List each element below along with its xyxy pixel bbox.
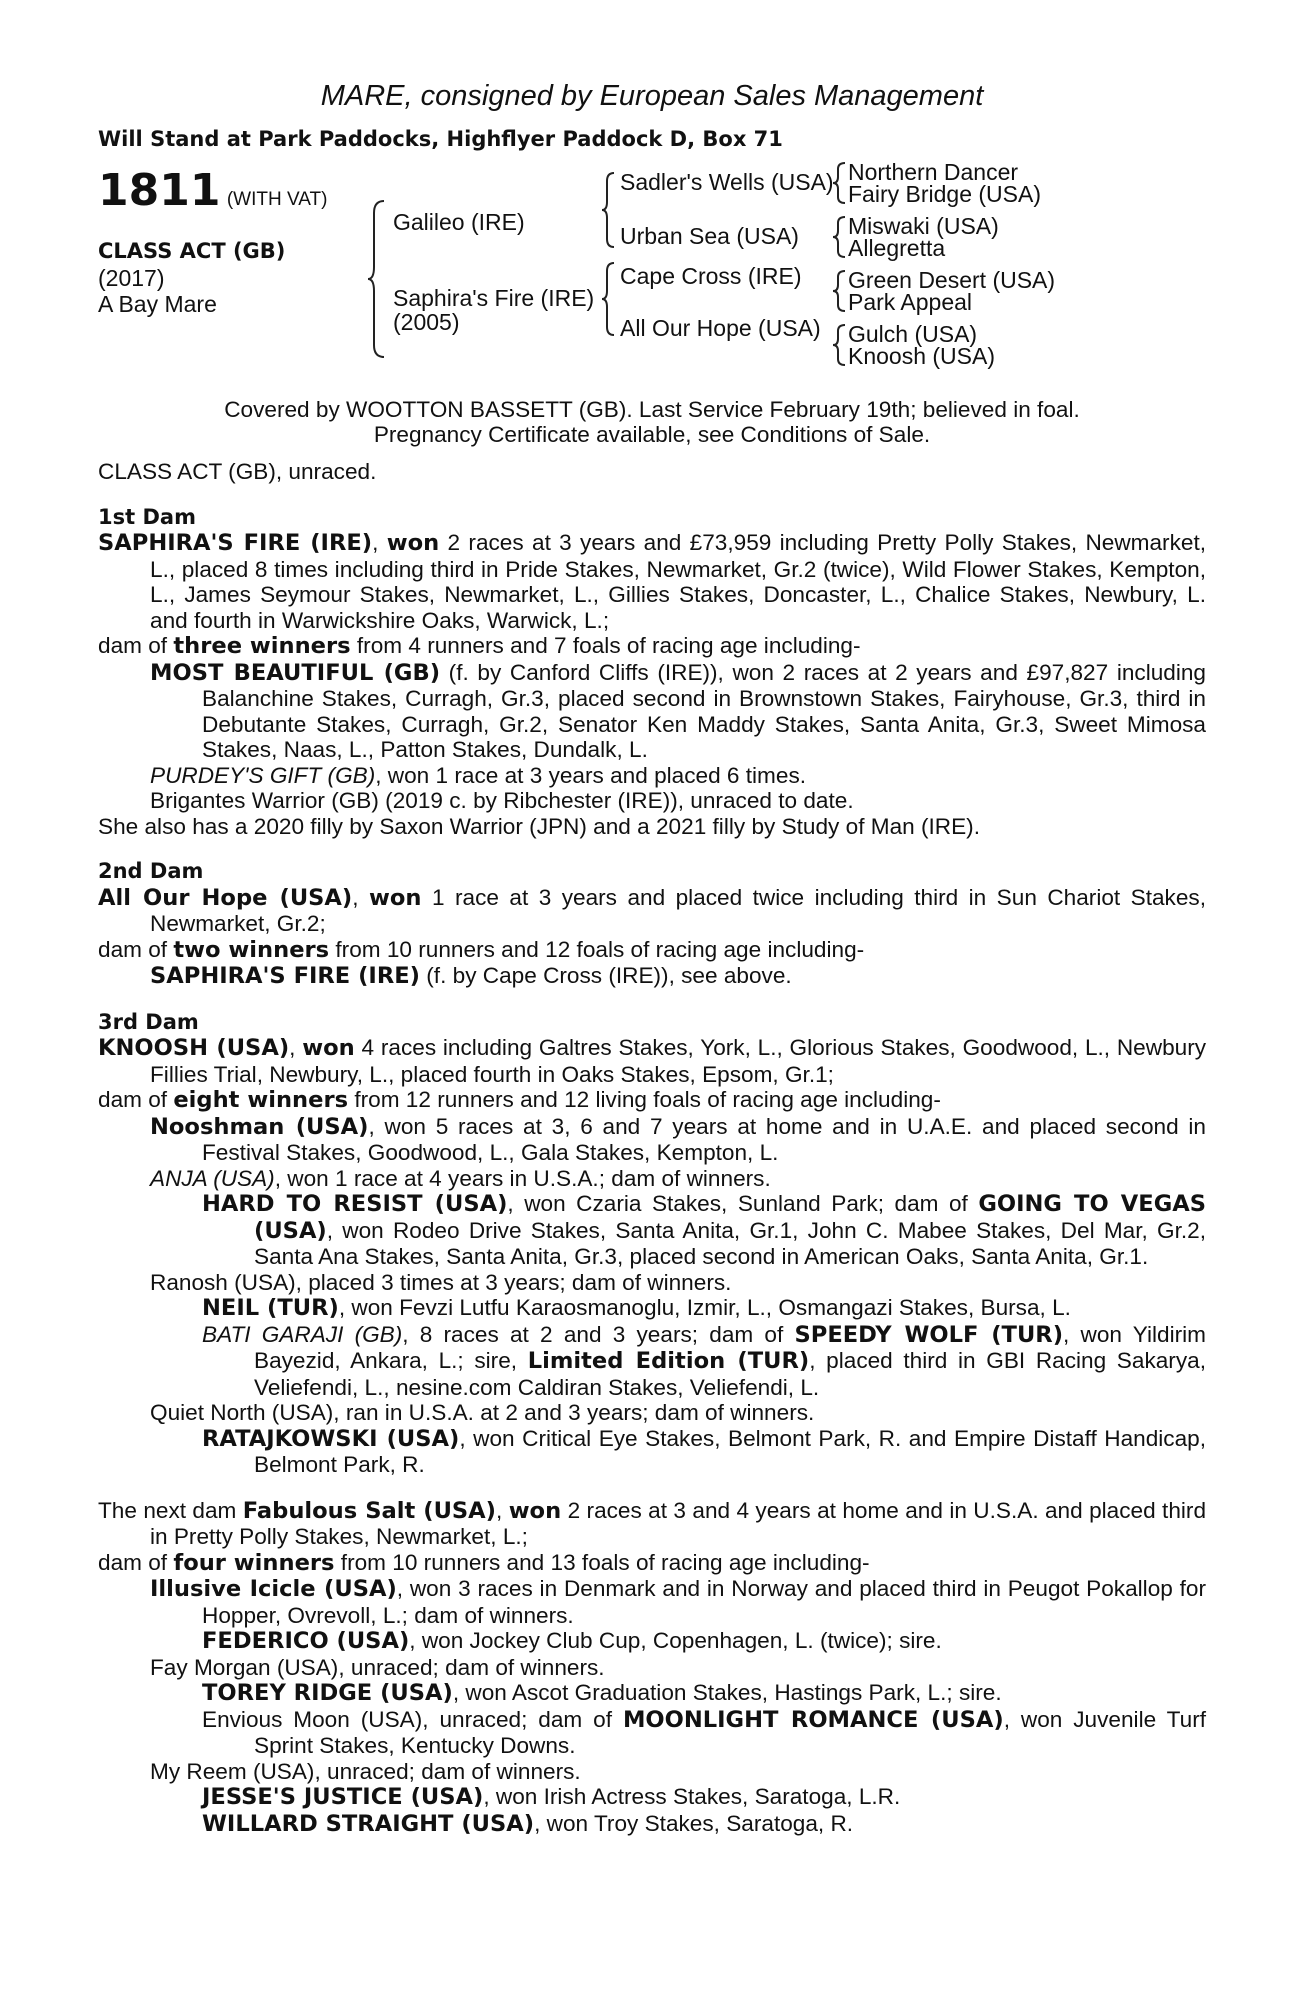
nooshman-text: , won 5 races at 3, 6 and 7 years at home and in U.A.E. and placed second in Festival Stakes, Goodwood, L., Gala Stakes, Kempton, L.	[202, 1113, 1206, 1165]
jesses-justice-name: JESSE'S JUSTICE (USA)	[202, 1784, 484, 1810]
ss-dam: Fairy Bridge (USA)	[848, 181, 1041, 207]
next-dam-name: Fabulous Salt (USA)	[242, 1497, 496, 1524]
envious-moon-text-b: , won Juvenile Turf Sprint Stakes, Kentucky Downs.	[254, 1706, 1206, 1758]
willard-straight-name: WILLARD STRAIGHT (USA)	[202, 1810, 535, 1837]
dam-sire: Cape Cross (IRE)	[620, 263, 802, 289]
produce-illusive-icicle	[150, 1576, 1206, 1628]
dam1-winners-count: three winners	[173, 633, 351, 659]
pedigree-table	[98, 161, 1206, 397]
vat-note: (WITH VAT)	[226, 189, 328, 210]
sire-sire: Sadler's Wells (USA)	[620, 169, 834, 195]
bati-garaji-text-a: , 8 races at 2 and 3 years; dam of	[402, 1321, 784, 1347]
produce-fay-morgan: Fay Morgan (USA), unraced; dam of winners.	[150, 1654, 605, 1680]
hard-to-resist-text-a: , won Czaria Stakes, Sunland Park; dam of	[507, 1191, 968, 1216]
dam2-damof: dam of	[98, 936, 168, 962]
federico-name: FEDERICO (USA)	[202, 1628, 410, 1654]
ratajkowski-name: RATAJKOWSKI (USA)	[202, 1425, 460, 1452]
produce-purdeys-gift	[150, 763, 1206, 789]
dam3-name: KNOOSH (USA)	[98, 1035, 290, 1061]
bati-garaji-name: BATI GARAJI (GB)	[202, 1321, 403, 1347]
ds-dam: Park Appeal	[848, 289, 973, 315]
produce-anja	[150, 1166, 1206, 1192]
neil-name: NEIL (TUR)	[202, 1295, 339, 1321]
produce-nooshman	[150, 1114, 1206, 1166]
dam-dam: All Our Hope (USA)	[620, 315, 821, 341]
produce-quiet-north: Quiet North (USA), ran in U.S.A. at 2 and 3 years; dam of winners.	[150, 1400, 815, 1425]
hard-to-resist-text-b: , won Rodeo Drive Stakes, Santa Anita, Gr.1, John C. Mabee Stakes, Del Mar, Gr.2, Santa Ana Stakes, Santa Anita, Gr.3, placed second in American Oaks, Santa Anita, Gr.1.	[254, 1217, 1206, 1269]
bati-garaji-text-b: , won Yildirim Bayezid, Ankara, L.; sire,	[254, 1321, 1206, 1373]
sd-dam: Allegretta	[848, 235, 946, 261]
willard-straight-text: , won Troy Stakes, Saratoga, R.	[534, 1810, 854, 1836]
illusive-icicle-text: , won 3 races in Denmark and in Norway and placed third in Peugot Pokallop for Hopper, Ovrevoll, L.; dam of winners.	[202, 1576, 1206, 1628]
purdeys-gift-name: PURDEY'S GIFT (GB)	[150, 762, 376, 788]
sd-sire: Miswaki (USA)	[848, 213, 999, 239]
dam2-text: 1 race at 3 years and placed twice including third in Sun Chariot Stakes, Newmarket, Gr.2;	[150, 884, 1206, 936]
anja-text: , won 1 race at 4 years in U.S.A.; dam of winners.	[274, 1165, 771, 1191]
produce-willard-straight	[202, 1811, 1206, 1838]
horse-year: (2017)	[98, 265, 165, 291]
sire-dam: Urban Sea (USA)	[620, 223, 799, 249]
dam2-won: won	[369, 884, 422, 911]
dam2-winners-count: two winners	[173, 936, 330, 963]
second-dam-heading: 2nd Dam	[98, 859, 204, 883]
going-to-vegas-name: GOING TO VEGAS (USA)	[254, 1191, 1207, 1244]
dam3-damof: dam of	[98, 1087, 168, 1112]
produce-saphiras-fire	[150, 963, 1206, 990]
dam3-produce-summary	[98, 1087, 1206, 1114]
most-beautiful-text: (f. by Canford Cliffs (IRE)), won 2 races at 2 years and £97,827 including Balanchine Stakes, Curragh, Gr.3, placed second in Brownstown Stakes, Fairyhouse, Gr.3, third in Debutante Stakes, Curragh, Gr.2, Senator Ken Maddy Stakes, Santa Anita, Gr.3, Sweet Mimosa Stakes, Naas, L., Patton Stakes, Dundalk, L.	[202, 659, 1206, 762]
covered-line-1: Covered by WOOTTON BASSETT (GB). Last Service February 19th; believed in foal.	[224, 397, 1080, 422]
torey-ridge-name: TOREY RIDGE (USA)	[202, 1680, 453, 1706]
stand-location: Will Stand at Park Paddocks, Highflyer Paddock D, Box 71	[98, 127, 783, 151]
race-record: CLASS ACT (GB), unraced.	[98, 459, 377, 484]
envious-moon-text-a: Envious Moon (USA), unraced; dam of	[202, 1706, 613, 1732]
produce-hard-to-resist	[202, 1191, 1206, 1270]
dam1-name: SAPHIRA'S FIRE (IRE)	[98, 530, 373, 556]
produce-my-reem: My Reem (USA), unraced; dam of winners.	[150, 1758, 581, 1784]
dam1-runners: from 4 runners and 7 foals of racing age including-	[356, 633, 861, 658]
produce-jesses-justice	[202, 1784, 1206, 1811]
saphiras-fire-name: SAPHIRA'S FIRE (IRE)	[150, 963, 420, 989]
produce-brigantes-warrior: Brigantes Warrior (GB) (2019 c. by Ribchester (IRE)), unraced to date.	[150, 788, 854, 813]
anja-name: ANJA (USA)	[150, 1165, 275, 1191]
horse-name: CLASS ACT (GB)	[98, 239, 286, 263]
speedy-wolf-name: SPEEDY WOLF (TUR)	[794, 1321, 1064, 1348]
dd-dam: Knoosh (USA)	[848, 343, 996, 369]
produce-bati-garaji	[202, 1322, 1206, 1401]
dd-sire: Gulch (USA)	[848, 321, 978, 347]
moonlight-romance-name: MOONLIGHT ROMANCE (USA)	[622, 1706, 1004, 1733]
lot-number-line	[98, 165, 327, 216]
third-dam-record: KNOOSH (USA), won 4 races including Galtres Stakes, York, L., Glorious Stakes, Goodwood, L., Newbury Fillies Trial, Newbury, L., placed fourth in Oaks Stakes, Epsom, Gr.1;	[98, 1035, 1207, 1087]
second-dam-record: All Our Hope (USA), won 1 race at 3 years and placed twice including third in Sun Chariot Stakes, Newmarket, Gr.2;	[98, 884, 1206, 936]
dam3-won: won	[302, 1035, 355, 1061]
brace-ds	[831, 269, 847, 313]
dam-brace	[600, 261, 616, 337]
pedigree-brace-main	[366, 199, 386, 359]
catalogue-page	[98, 80, 1206, 1837]
next-winners-count: four winners	[173, 1549, 335, 1576]
next-dam-record: The next dam Fabulous Salt (USA), won 2 races at 3 and 4 years at home and in U.S.A. and placed third in Pretty Polly Stakes, Newmarket, L.;	[98, 1497, 1207, 1549]
third-dam-heading: 3rd Dam	[98, 1009, 199, 1034]
dam2-produce-summary	[98, 937, 1206, 964]
ratajkowski-text: , won Critical Eye Stakes, Belmont Park, R. and Empire Distaff Handicap, Belmont Park, R.	[254, 1425, 1206, 1477]
next-damof: dam of	[98, 1549, 168, 1575]
dam1-won: won	[386, 530, 440, 556]
hard-to-resist-name: HARD TO RESIST (USA)	[202, 1191, 508, 1217]
ds-sire: Green Desert (USA)	[848, 267, 1056, 293]
purdeys-gift-text: , won 1 race at 3 years and placed 6 times.	[375, 762, 807, 788]
dam3-text: 4 races including Galtres Stakes, York, L., Glorious Stakes, Goodwood, L., Newbury Fillies Trial, Newbury, L., placed fourth in Oaks Stakes, Epsom, Gr.1;	[150, 1035, 1207, 1087]
covered-line-2: Pregnancy Certificate available, see Conditions of Sale.	[373, 422, 931, 447]
lot-number: 1811	[98, 165, 221, 216]
torey-ridge-text: , won Ascot Graduation Stakes, Hastings Park, L.; sire.	[452, 1680, 1002, 1705]
dam2-runners: from 10 runners and 12 foals of racing age including-	[335, 936, 865, 962]
produce-most-beautiful	[150, 660, 1206, 763]
brace-ss	[831, 161, 847, 205]
produce-neil	[202, 1295, 1206, 1322]
bati-garaji-text-c: , placed third in GBI Racing Sakarya, Veliefendi, L., nesine.com Caldiran Stakes, Veliefendi, L.	[254, 1348, 1206, 1400]
dam3-runners: from 12 runners and 12 living foals of racing age including-	[354, 1087, 941, 1112]
dam-year: (2005)	[393, 309, 460, 335]
dam2-name: All Our Hope (USA)	[98, 884, 353, 911]
dam: Saphira's Fire (IRE)	[393, 285, 595, 311]
limited-edition-name: Limited Edition (TUR)	[527, 1348, 810, 1374]
produce-ratajkowski	[202, 1426, 1206, 1478]
dam1-also-has: She also has a 2020 filly by Saxon Warrior (JPN) and a 2021 filly by Study of Man (IRE).	[98, 813, 980, 839]
brace-dd	[831, 323, 847, 367]
dam3-winners-count: eight winners	[173, 1087, 349, 1113]
sire: Galileo (IRE)	[393, 209, 525, 235]
next-dam-produce-summary	[98, 1550, 1206, 1577]
most-beautiful-name: MOST BEAUTIFUL (GB)	[150, 659, 441, 686]
dam1-damof: dam of	[98, 633, 168, 658]
next-dam-won: won	[508, 1497, 562, 1524]
first-dam-record: SAPHIRA'S FIRE (IRE), won 2 races at 3 years and £73,959 including Pretty Polly Stakes, Newmarket, L., placed 8 times including third in Pride Stakes, Newmarket, Gr.2 (twice), Wild Flower Stakes, Kempton, L., James Seymour Stakes, Newmarket, L., Gillies Stakes, Doncaster, L., Chalice Stakes, Newbury, L. and fourth in Warwickshire Oaks, Warwick, L.;	[98, 530, 1206, 633]
produce-envious-moon	[202, 1707, 1206, 1759]
dam1-text: 2 races at 3 years and £73,959 including Pretty Polly Stakes, Newmarket, L., placed 8 times including third in Pride Stakes, Newmarket, Gr.2 (twice), Wild Flower Stakes, Kempton, L., James Seymour Stakes, Newmarket, L., Gillies Stakes, Doncaster, L., Chalice Stakes, Newbury, L. and fourth in Warwickshire Oaks, Warwick, L.;	[150, 530, 1206, 633]
produce-ranosh: Ranosh (USA), placed 3 times at 3 years; dam of winners.	[150, 1269, 732, 1295]
next-dam-intro: The next dam	[98, 1497, 237, 1523]
sire-brace	[600, 171, 616, 249]
first-dam-heading: 1st Dam	[98, 504, 196, 529]
produce-federico	[202, 1628, 1206, 1655]
federico-text: , won Jockey Club Cup, Copenhagen, L. (twice); sire.	[409, 1628, 942, 1653]
consignor-heading: MARE, consigned by European Sales Management	[320, 80, 984, 112]
horse-description: A Bay Mare	[98, 291, 217, 317]
saphiras-fire-text: (f. by Cape Cross (IRE)), see above.	[426, 963, 792, 988]
ss-sire: Northern Dancer	[848, 159, 1019, 185]
nooshman-name: Nooshman (USA)	[150, 1113, 369, 1140]
next-runners: from 10 runners and 13 foals of racing age including-	[340, 1549, 870, 1575]
dam1-produce-summary	[98, 633, 1206, 660]
jesses-justice-text: , won Irish Actress Stakes, Saratoga, L.R.	[483, 1784, 901, 1809]
produce-torey-ridge	[202, 1680, 1206, 1707]
next-dam-text: 2 races at 3 and 4 years at home and in U.S.A. and placed third in Pretty Polly Stakes, Newmarket, L.;	[150, 1497, 1207, 1549]
brace-sd	[831, 215, 847, 259]
neil-text: , won Fevzi Lutfu Karaosmanoglu, Izmir, L., Osmangazi Stakes, Bursa, L.	[338, 1295, 1071, 1320]
illusive-icicle-name: Illusive Icicle (USA)	[150, 1576, 397, 1602]
